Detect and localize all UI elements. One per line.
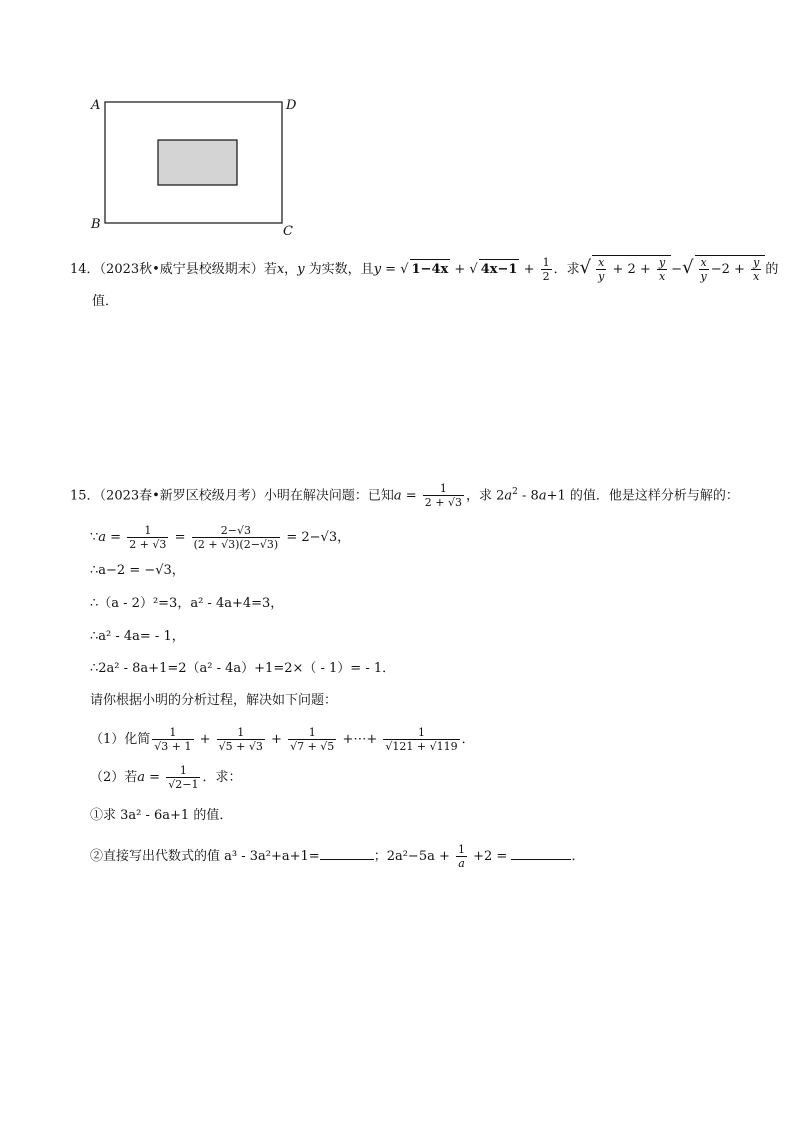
fraction	[192, 524, 281, 551]
frac-num: 1	[288, 726, 336, 740]
q14-line1	[70, 255, 778, 283]
ellipsis: +⋯+	[338, 732, 382, 747]
q15-part1: （1）化简 $\frac{1}{√3 + 1}$ + $\frac{1}{√5 + √3}$ + $\frac{1}{√7 + √5}$ +⋯+ $\frac{1}{√121 + √119}$ ．	[90, 726, 475, 753]
frac-den: y	[598, 270, 605, 283]
radical-sign: √	[682, 257, 694, 278]
q15-intro3: - 8	[517, 488, 539, 504]
minus-two: −2 +	[710, 262, 750, 277]
frac-num: x	[700, 256, 707, 269]
var-y: y	[297, 262, 305, 277]
frac-num: y	[753, 256, 760, 269]
frac-num: 2−√3	[192, 524, 281, 538]
sub2-text2: ；2a²−5a +	[373, 849, 454, 864]
answer-blank-1[interactable]	[320, 859, 374, 860]
frac-num: 1	[166, 764, 200, 778]
frac-den: √3 + 1	[154, 740, 192, 753]
frac-num: 1	[383, 726, 459, 740]
q15-line1: 15．（2023春•新罗区校级月考）小明在解决问题：已知a = $\frac{1}{2 + √3}$ ，求 $2a^2 - 8a+1$ 的值．他是这样分析与解的：	[70, 482, 739, 510]
q15-intro4: +1 的值．他是这样分析与解的：	[546, 488, 739, 504]
plus: +	[519, 262, 539, 277]
q15-step4: ∴a² - 4a= - 1，	[90, 629, 185, 644]
part1-label: （1）化简	[90, 732, 151, 747]
step1-result: = 2−√3，	[282, 530, 351, 545]
var-a: a	[98, 530, 107, 545]
q15-intro2: ，求 2	[465, 488, 505, 504]
q15-sub2	[90, 843, 584, 870]
frac-den: (2 + √3)(2−√3)	[193, 538, 279, 551]
frac-den: x	[658, 270, 666, 283]
q14-text: 若	[263, 262, 277, 277]
q15-instruct: 请你根据小明的分析过程，解决如下问题：	[90, 693, 338, 708]
q14-source: （2023秋•威宁县校级期末）	[99, 262, 264, 277]
label-d: D	[286, 98, 297, 113]
frac-den: √2−1	[168, 778, 199, 791]
frac-den: 2 + √3	[424, 496, 462, 510]
label-c: C	[283, 224, 293, 239]
var-a: a	[504, 488, 513, 504]
radicand-2: 4x−1	[479, 259, 520, 280]
part1-end: ．	[461, 732, 475, 747]
q15-intro: 小明在解决问题：已知	[263, 488, 394, 504]
eq-lhs: y	[373, 262, 382, 277]
frac-den: √7 + √5	[290, 740, 335, 753]
label-a: A	[91, 98, 101, 113]
part2-label: （2）若	[90, 770, 138, 785]
sub2-text: ②直接写出代数式的值 a³ - 3a²+a+1=	[90, 849, 320, 864]
eq-sign: =	[401, 488, 421, 504]
frac-num: 1	[458, 843, 465, 856]
frac-den: 2	[542, 270, 550, 283]
eq-sign: =	[106, 530, 126, 545]
var-x: x	[276, 262, 285, 277]
rectangle-figure	[88, 96, 300, 242]
q15-step1	[90, 524, 350, 551]
q15-part2	[90, 764, 241, 791]
radicand-expr-2	[695, 255, 766, 283]
frac-num: 1	[127, 524, 168, 538]
q15-step2: ∴a−2 = −√3，	[90, 563, 185, 578]
frac-den: √5 + √3	[218, 740, 263, 753]
radical-sign: √	[579, 257, 592, 278]
part2-end: ．求：	[202, 770, 242, 785]
q14-text2: 为实数，且	[304, 262, 374, 277]
frac-den: a	[458, 857, 465, 870]
q14-sep: ，	[284, 262, 298, 277]
answer-blank-2[interactable]	[511, 859, 571, 860]
var-a: a	[538, 488, 547, 504]
fraction	[423, 482, 464, 509]
rectangle-figure-svg	[88, 96, 300, 242]
q14-text3: ．求	[553, 262, 580, 277]
fraction-half	[541, 256, 552, 283]
plus: +	[450, 262, 470, 277]
q15-sub1: ①求 3a² - 6a+1 的值．	[90, 808, 233, 823]
eq-sign: =	[170, 530, 190, 545]
fraction	[288, 726, 336, 753]
var-a: a	[137, 770, 146, 785]
frac-num: x	[598, 256, 605, 269]
minus: −	[671, 262, 683, 277]
label-b: B	[91, 217, 101, 232]
because-symbol: ∵	[90, 530, 99, 545]
fraction	[456, 843, 467, 870]
fraction	[127, 524, 168, 551]
sub2-end: ．	[571, 849, 585, 864]
eq-sign: =	[145, 770, 165, 785]
radical-sign: √	[400, 262, 409, 277]
fraction	[166, 764, 200, 791]
fraction	[152, 726, 193, 753]
frac-num: 1	[423, 482, 464, 496]
frac-num: 1	[152, 726, 193, 740]
var-a: a	[393, 488, 402, 504]
radicand-expr-1	[592, 255, 671, 283]
frac-den: 2 + √3	[129, 538, 167, 551]
frac-den: y	[700, 270, 707, 283]
q14-line2: 值．	[92, 294, 119, 309]
q15-step5: ∴2a² - 8a+1=2（a² - 4a）+1=2×（ - 1）= - 1．	[90, 661, 396, 676]
radicand-1: 1−4x	[410, 259, 451, 280]
frac-den: x	[753, 270, 760, 283]
q14-tail: 的	[765, 262, 779, 277]
sub2-text3: +2 =	[469, 849, 512, 864]
inner-shaded-rectangle	[158, 140, 237, 185]
q14-number: 14．	[70, 262, 100, 277]
q15-source: （2023春•新罗区校级月考）	[99, 488, 264, 504]
plus-two: + 2 +	[608, 262, 655, 277]
q15-number: 15．	[70, 488, 100, 504]
frac-num: 1	[542, 256, 550, 269]
radical-sign: √	[469, 262, 478, 277]
frac-num: 1	[217, 726, 265, 740]
eq-sign: =	[381, 262, 401, 277]
frac-den: √121 + √119	[385, 740, 458, 753]
frac-num: y	[658, 256, 666, 269]
fraction	[217, 726, 265, 753]
fraction	[383, 726, 459, 753]
q15-step3: ∴（a - 2）²=3，a² - 4a+4=3，	[90, 596, 284, 611]
